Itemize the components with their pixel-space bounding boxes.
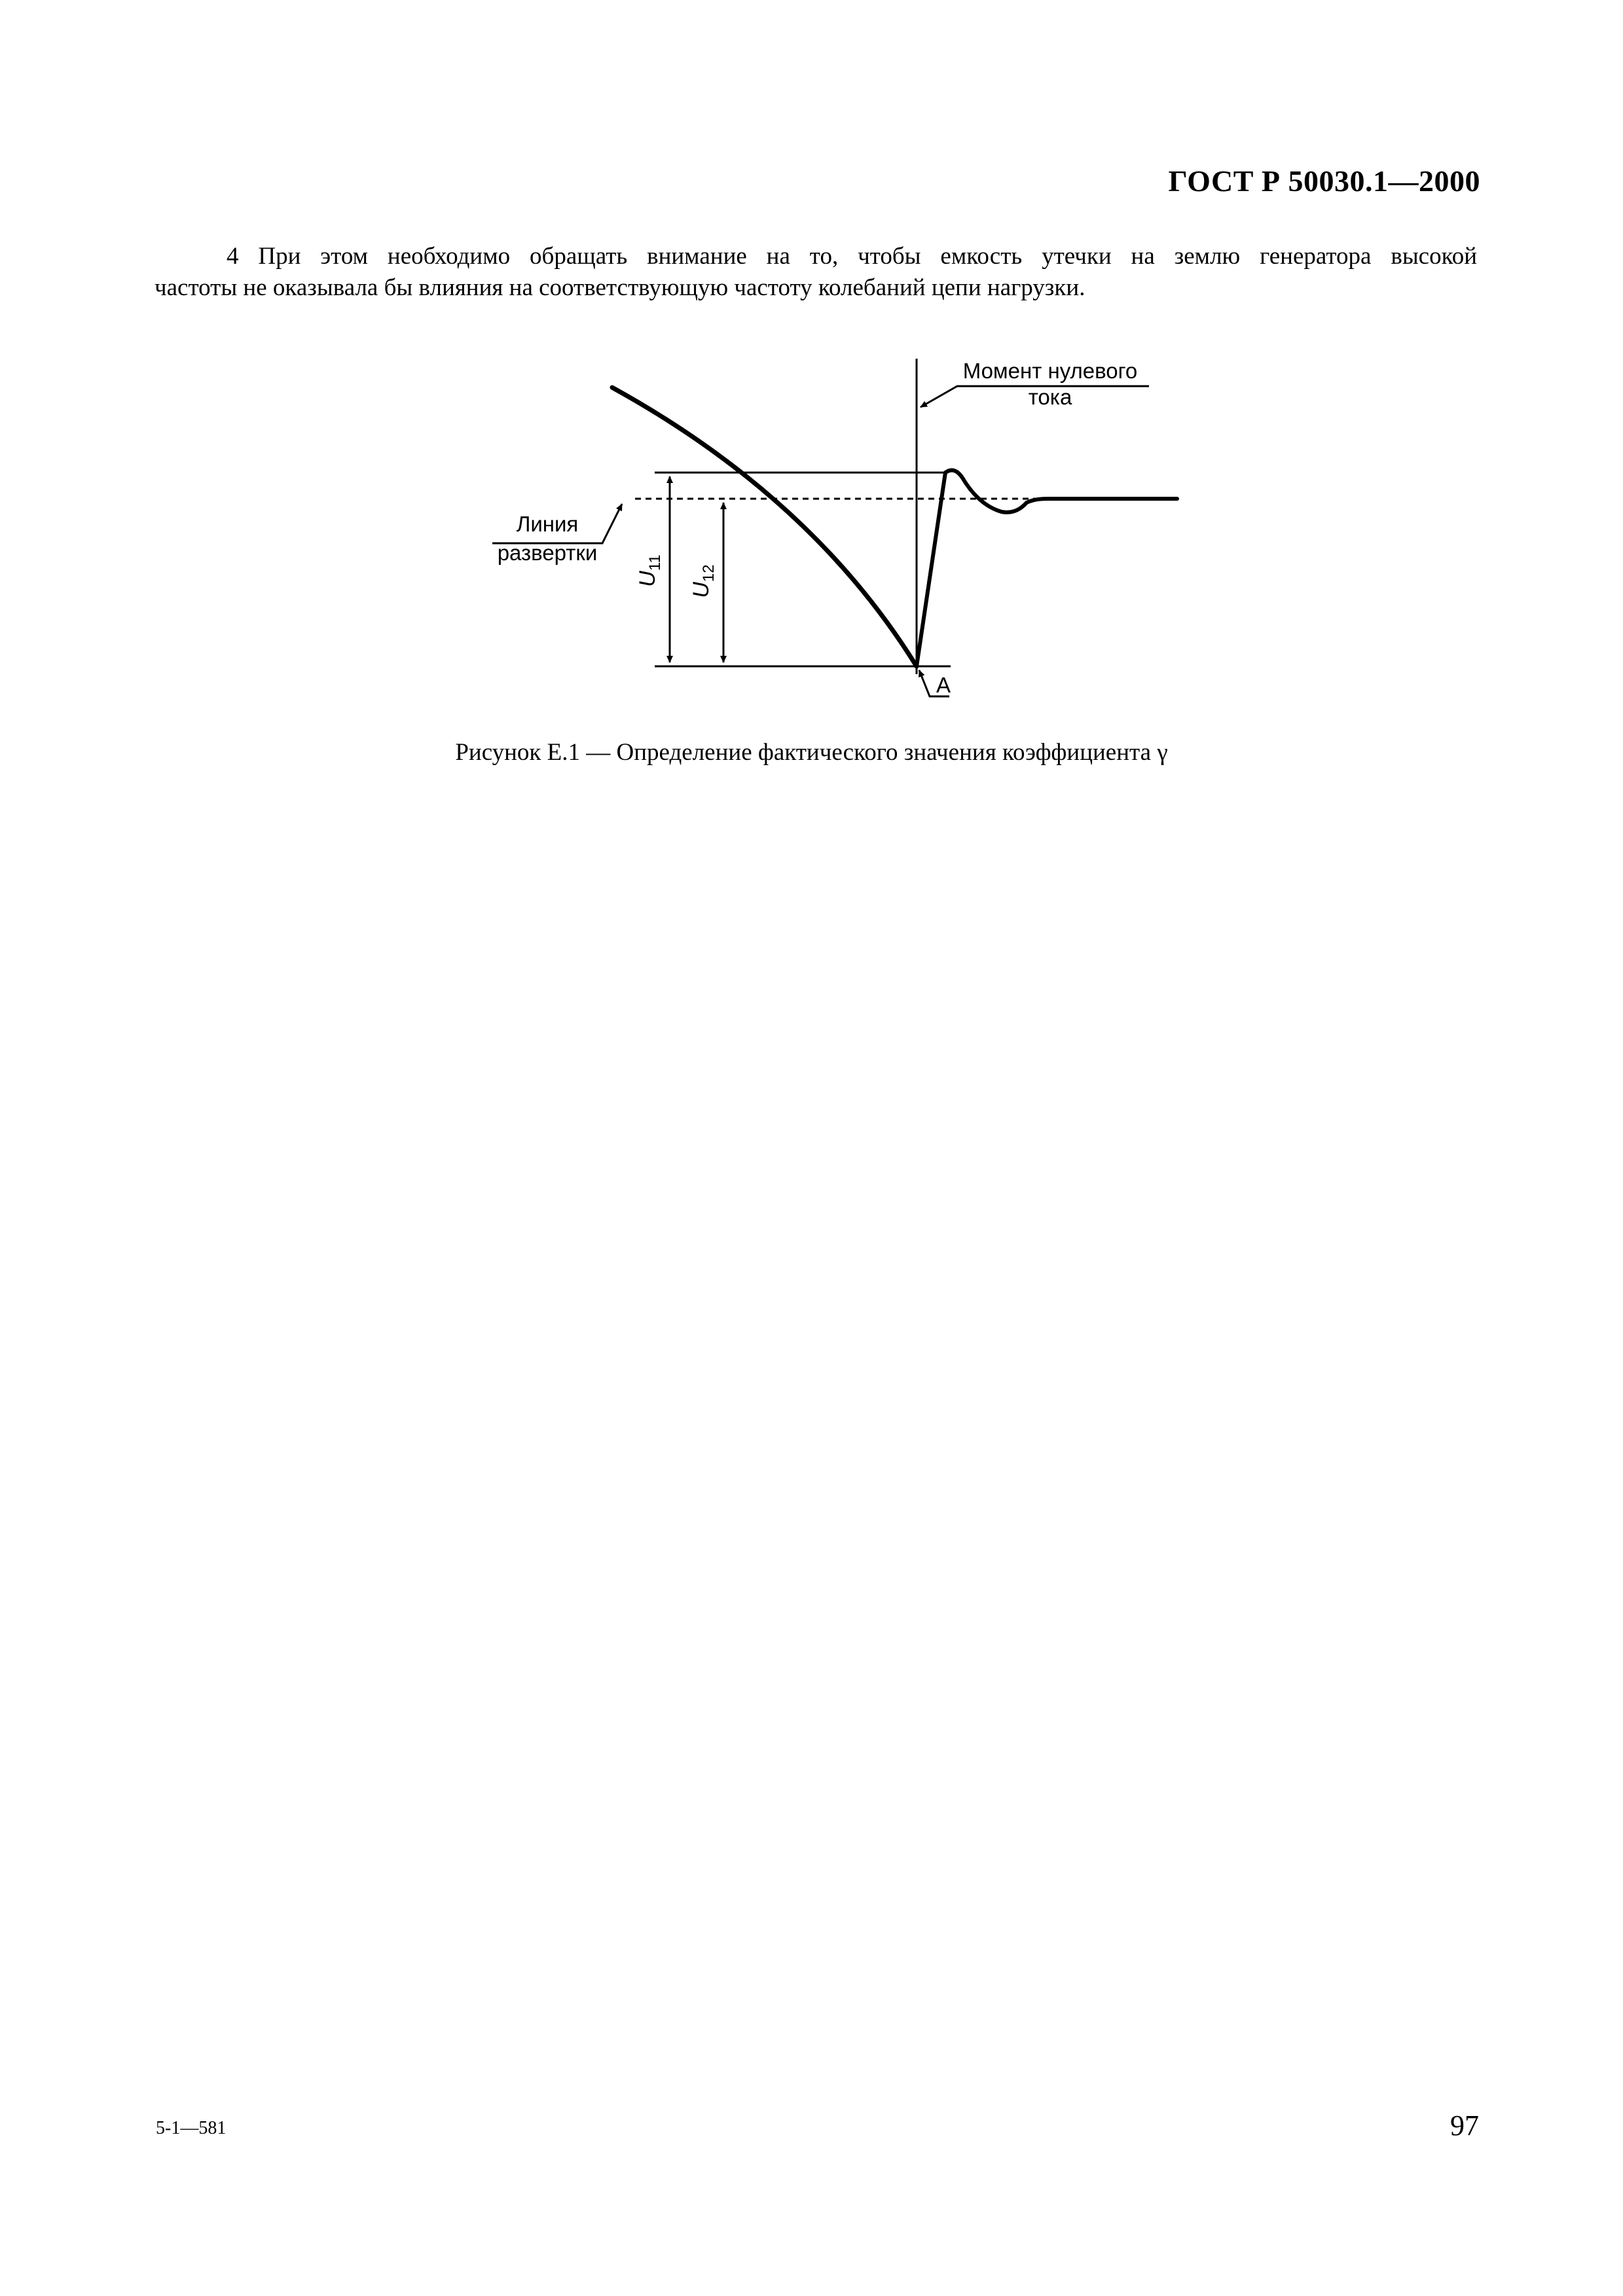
decaying-voltage-curve (612, 387, 917, 666)
svg-text:U11: U11 (635, 554, 664, 587)
svg-text:U12: U12 (689, 564, 718, 598)
page-number: 97 (1450, 2109, 1479, 2142)
sweep-line-label-line-2: развертки (497, 541, 598, 565)
point-a-label: A (936, 673, 951, 697)
note-paragraph-line-1: 4 При этом необходимо обращать внимание на то, чтобы емкость утечки на землю генератора высокой (227, 243, 1477, 270)
sweep-line-label-line-1: Линия (516, 512, 579, 536)
figure-caption: Рисунок Е.1 — Определение фактического значения коэффициента γ (455, 739, 1168, 766)
zero-current-label-line-1: Момент нулевого (962, 359, 1138, 383)
zero-current-label-line-2: тока (1028, 385, 1072, 409)
note-paragraph-line-2: частоты не оказывала бы влияния на соответствующую частоту колебаний цепи нагрузки. (155, 274, 1085, 301)
u11-label (635, 554, 664, 586)
print-code: 5-1—581 (156, 2118, 227, 2138)
standard-code-header: ГОСТ Р 50030.1—2000 (1168, 164, 1480, 198)
u12-label (689, 564, 718, 598)
